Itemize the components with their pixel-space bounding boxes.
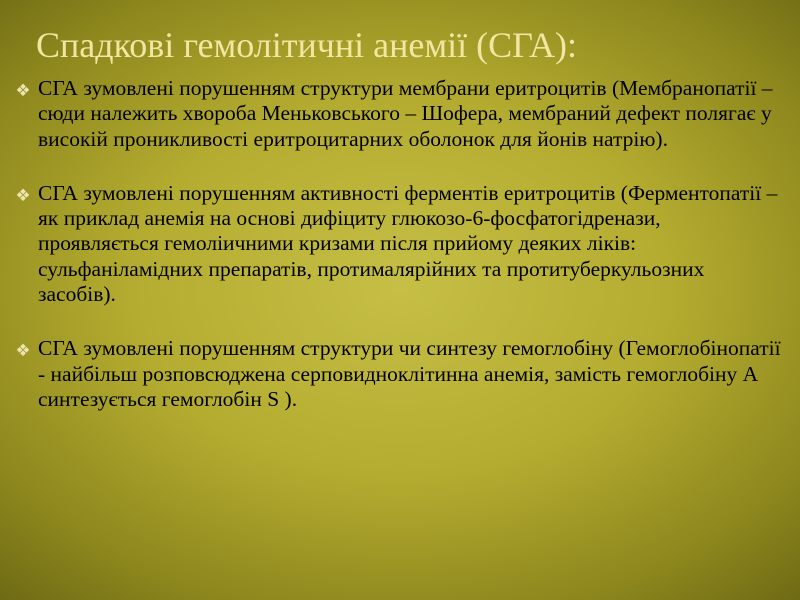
bullet-text: СГА зумовлені порушенням структури мембрани еритроцитів (Мембранопатії – сюди належить хвороба Меньковського – Шофера, мембраний дефект полягає у високій проникливості еритроцитарних оболонок для йонів натрію). [38, 76, 773, 151]
bullet-text: СГА зумовлені порушенням структури чи синтезу гемоглобіну (Гемоглобінопатії - найбільш розповсюджена серповидноклітинна анемія, замість гемоглобіну А синтезується гемоглобін S ). [38, 336, 781, 411]
bullet-item [14, 181, 784, 307]
diamond-cluster-bullet-icon: ❖ [15, 81, 31, 101]
bullet-text: СГА зумовлені порушенням активності ферментів еритроцитів (Ферментопатії – як приклад анемія на основі дифіциту глюкозо-6-фосфатогідренази, проявляється гемоліичними кризами після прийому деяких ліків: сульфаніламідних препаратів, протималярійних та протитуберкульозних засобів). [38, 180, 778, 307]
slide-title: Спадкові гемолітичні анемії (СГА): [36, 25, 578, 65]
diamond-cluster-bullet-icon: ❖ [15, 185, 31, 206]
bullet-list [14, 76, 784, 441]
bullet-item [14, 76, 784, 152]
bullet-item [14, 336, 784, 412]
diamond-cluster-bullet-icon: ❖ [15, 341, 31, 362]
